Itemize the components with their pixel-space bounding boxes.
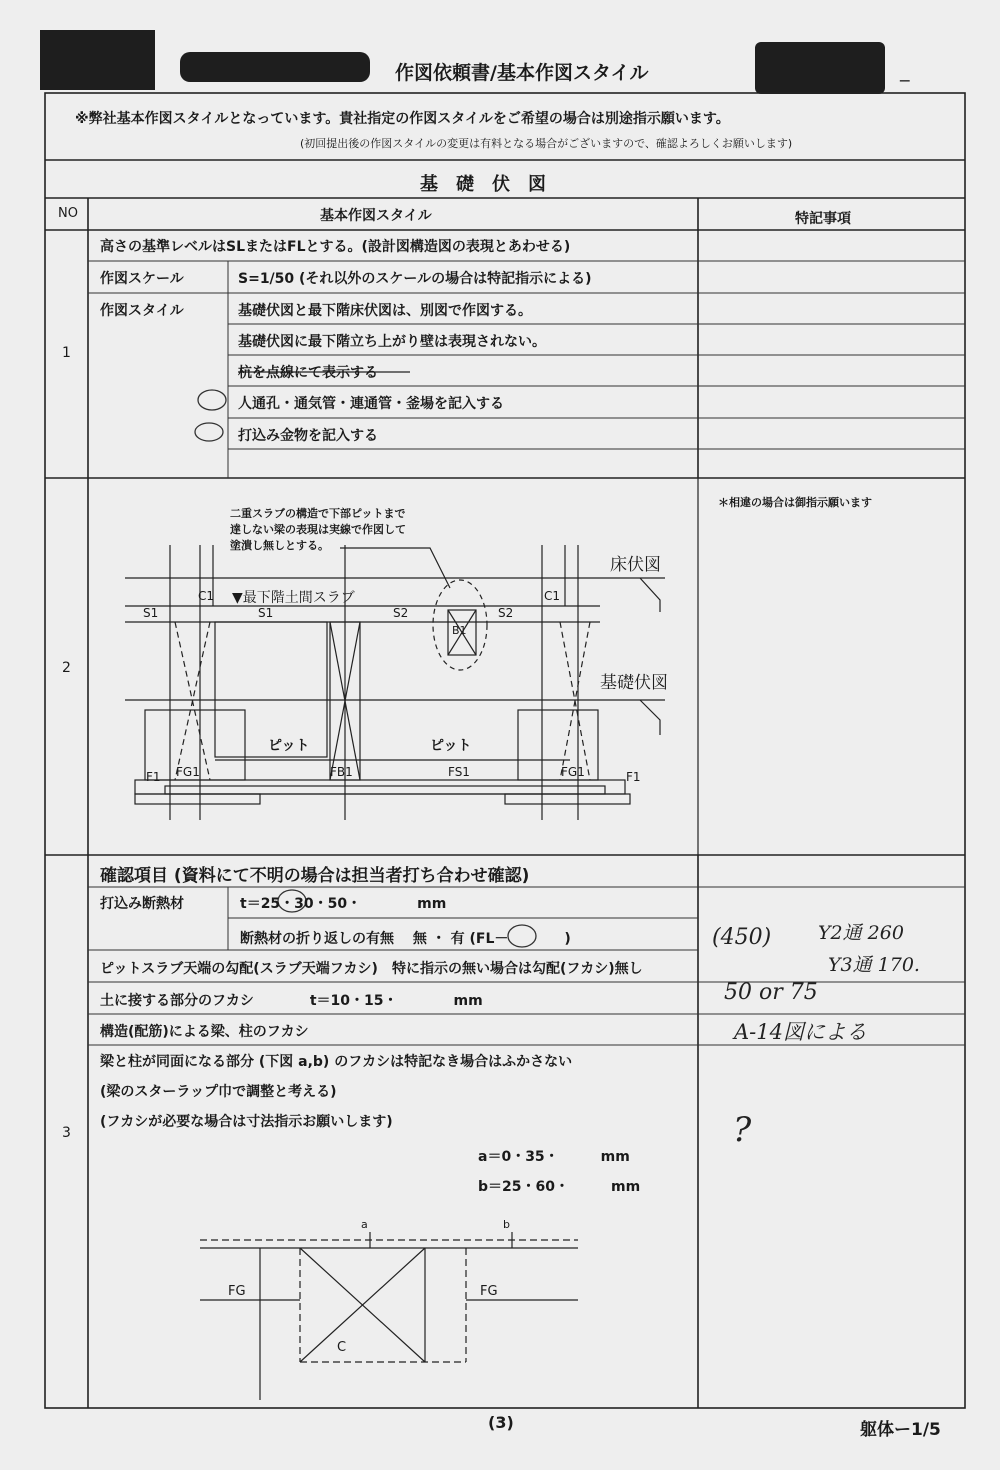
- style-item: 基礎伏図と最下階床伏図は、別図で作図する。: [238, 303, 532, 319]
- header-subnote: (初回提出後の作図スタイルの変更は有料となる場合がございますので、確認よろしくお願いします): [300, 137, 793, 150]
- style-item: 杭を点線にて表示する: [238, 365, 378, 381]
- label-f1: F1: [626, 770, 641, 784]
- diagram-note: 塗潰し無しとする。: [230, 539, 329, 552]
- label-fs1: FS1: [448, 765, 470, 779]
- diagram-fg: FG: [480, 1284, 498, 1299]
- header-note: ※弊社基本作図スタイルとなっています。貴社指定の作図スタイルをご希望の場合は別途指示願います。: [75, 111, 730, 127]
- pit-slope: ピットスラブ天端の勾配(スラブ天端フカシ) 特に指示の無い場合は勾配(フカシ)無し: [100, 961, 643, 977]
- label-pit: ピット: [268, 738, 310, 754]
- label-c1: C1: [198, 589, 215, 603]
- style-label: 作図スタイル: [100, 303, 184, 319]
- style-item: 基礎伏図に最下階立ち上がり壁は表現されない。: [238, 334, 546, 350]
- page-number: (3): [488, 1413, 514, 1432]
- handwritten-note: (450): [712, 925, 772, 950]
- insulation-label: 打込み断熱材: [100, 896, 184, 912]
- label-s1: S1: [258, 606, 274, 620]
- insulation-value: t＝25・30・50・ mm: [240, 896, 447, 912]
- same-face: (フカシが必要な場合は寸法指示お願いします): [100, 1114, 393, 1130]
- document-title: 作図依頼書/基本作図スタイル: [395, 62, 649, 84]
- label-s2: S2: [393, 606, 409, 620]
- rebar: 構造(配筋)による梁、柱のフカシ: [100, 1024, 309, 1040]
- document-code: 躯体ー1/5: [860, 1420, 941, 1440]
- scale-label: 作図スケール: [100, 271, 184, 287]
- style-item: 人通孔・通気管・連通管・釜場を記入する: [238, 396, 504, 412]
- label-fb1: FB1: [330, 765, 353, 779]
- label-fg1: FG1: [561, 765, 585, 779]
- remark-note: ＊相違の場合は御指示願います: [718, 496, 872, 509]
- row-number: 2: [62, 660, 71, 676]
- diagram-note: 二重スラブの構造で下部ピットまで: [230, 507, 406, 520]
- same-face: 梁と柱が同面になる部分 (下図 a,b) のフカシは特記なき場合はふかさない: [100, 1054, 573, 1070]
- slab-label: ▼最下階土間スラブ: [232, 590, 355, 606]
- handwritten-note: A-14図による: [734, 1020, 867, 1044]
- diagram-a: a: [361, 1218, 368, 1231]
- handwritten-note: ?: [733, 1110, 752, 1150]
- label-b1: B1: [452, 624, 467, 637]
- handwritten-note: Y2通 260: [818, 922, 904, 944]
- handwritten-note: 50 or 75: [724, 980, 818, 1005]
- fold-back: 断熱材の折り返しの有無 無 ・ 有 (FL－ ): [240, 931, 571, 947]
- column-remarks: 特記事項: [795, 211, 851, 227]
- label-pit: ピット: [430, 738, 472, 754]
- diagram-b: b: [503, 1218, 510, 1231]
- same-face: (梁のスターラップ巾で調整と考える): [100, 1084, 337, 1100]
- scale-value: S=1/50 (それ以外のスケールの場合は特記指示による): [238, 271, 592, 287]
- label-s2: S2: [498, 606, 514, 620]
- diagram-note: 達しない梁の表現は実線で作図して: [230, 523, 406, 536]
- handwritten-note: Y3通 170.: [828, 954, 920, 976]
- floor-plan-label: 床伏図: [610, 555, 661, 575]
- style-item: 打込み金物を記入する: [238, 428, 378, 444]
- foundation-plan-label: 基礎伏図: [600, 673, 668, 693]
- row-number: 1: [62, 345, 71, 361]
- a-value: a＝0・35・ mm: [478, 1149, 630, 1165]
- title-dash: _: [900, 60, 910, 82]
- label-f1: F1: [146, 770, 161, 784]
- label-c1: C1: [544, 589, 561, 603]
- column-no: NO: [58, 206, 78, 221]
- column-style: 基本作図スタイル: [320, 208, 432, 224]
- reference-level: 高さの基準レベルはSLまたはFLとする。(設計図構造図の表現とあわせる): [100, 239, 571, 255]
- confirm-title: 確認項目 (資料にて不明の場合は担当者打ち合わせ確認): [100, 866, 530, 886]
- diagram-c: C: [337, 1340, 347, 1355]
- section-title: 基 礎 伏 図: [420, 174, 546, 195]
- soil-contact: 土に接する部分のフカシ t＝10・15・ mm: [100, 993, 483, 1009]
- label-fg1: FG1: [176, 765, 200, 779]
- row-number: 3: [62, 1125, 71, 1141]
- label-s1: S1: [143, 606, 159, 620]
- diagram-fg: FG: [228, 1284, 246, 1299]
- b-value: b＝25・60・ mm: [478, 1179, 641, 1195]
